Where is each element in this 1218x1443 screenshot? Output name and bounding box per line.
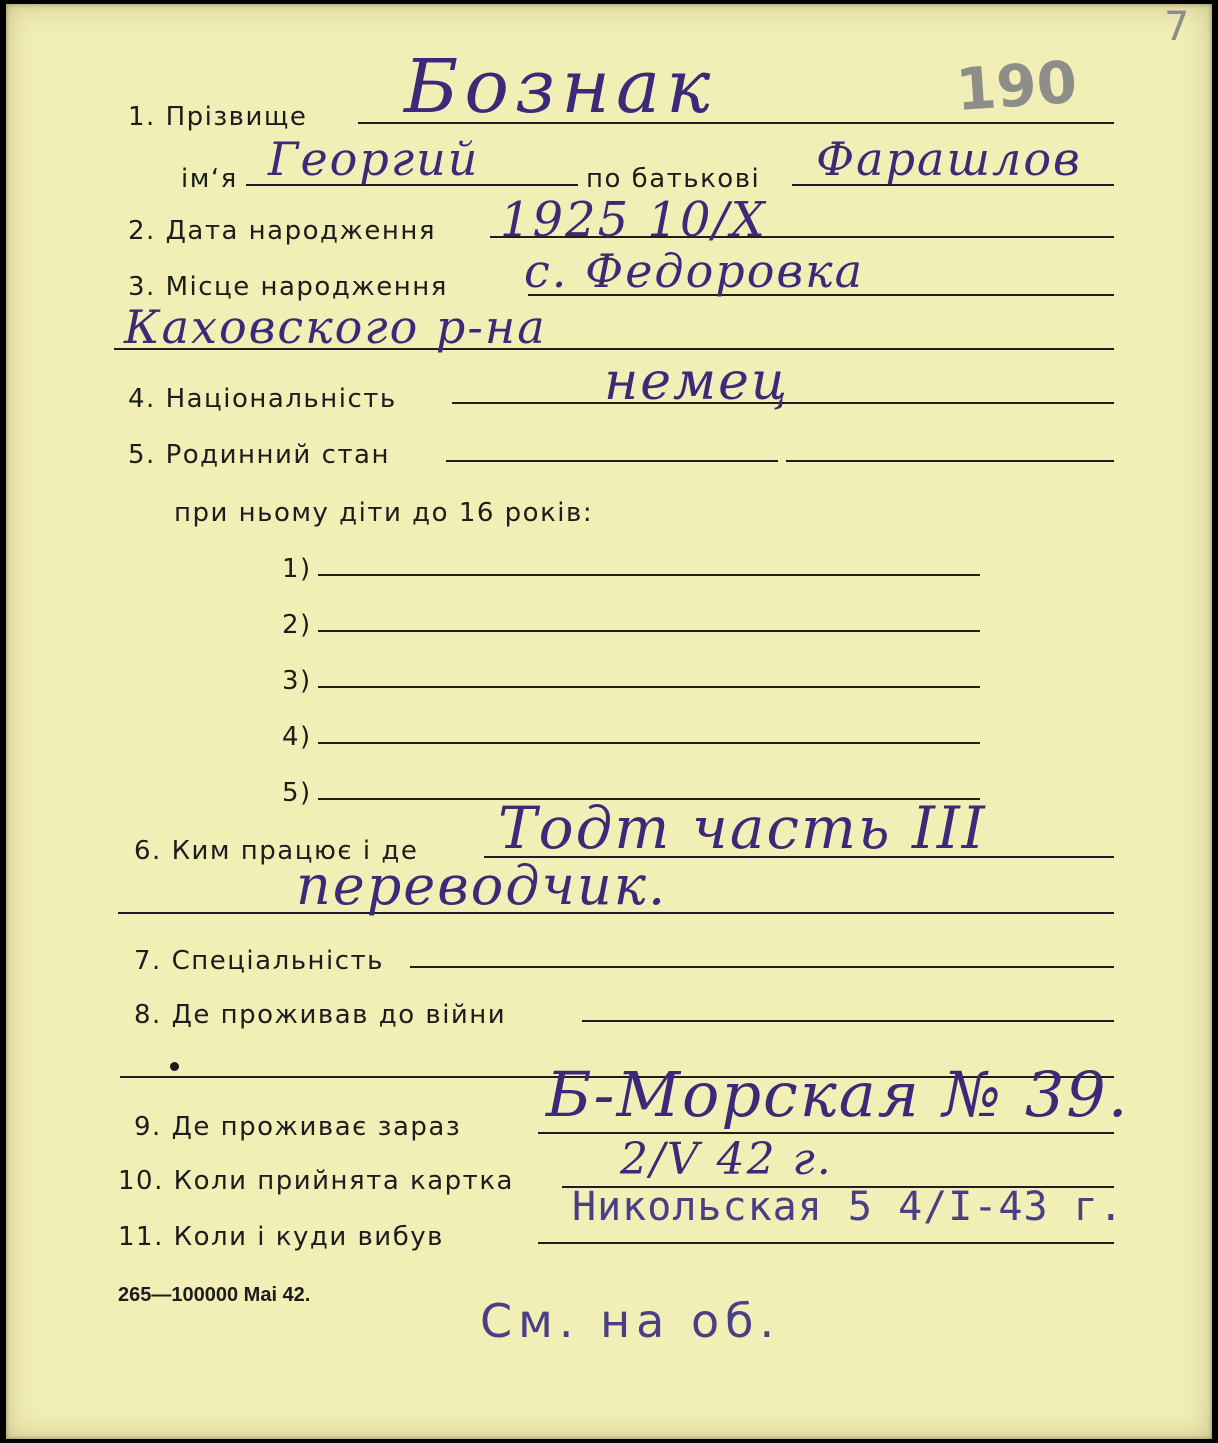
label-family-status: 5. Родинний стан [128,440,390,470]
hw-patronymic: Фарашлов [816,132,1082,186]
label-birth-place: 3. Місце народження [128,272,448,302]
child-4-label: 4) [282,722,312,752]
line-family-status-a [446,460,778,462]
label-card-date: 10. Коли прийнята картка [118,1166,514,1196]
line-specialty [410,966,1114,968]
child-1-line [318,574,980,576]
label-name: ім‘я [181,164,238,194]
child-1-label: 1) [282,554,312,584]
line-family-status-b [786,460,1114,462]
label-work: 6. Ким працює і де [134,836,419,866]
hw-nationality: немец [604,352,790,412]
child-3-line [318,686,980,688]
pencil-number: 190 [953,47,1080,125]
line-departure [538,1242,1114,1244]
hw-birth-date: 1925 10/Х [500,192,767,248]
registration-card [6,4,1212,1439]
hw-current-address: Б-Морская № 39. [546,1058,1130,1131]
hw-birth-place-2: Каховского р-на [124,300,547,354]
label-children: при ньому діти до 16 років: [174,498,594,528]
label-nationality: 4. Національність [128,384,397,414]
label-current-address: 9. Де проживає зараз [134,1112,462,1142]
hw-work-1: Тодт часть III [498,794,987,862]
line-prewar-address [582,1020,1114,1022]
child-2-label: 2) [282,610,312,640]
ink-dot [170,1062,179,1071]
hw-note: См. на об. [480,1294,781,1348]
child-5-label: 5) [282,778,312,808]
corner-mark: 7 [1164,4,1190,50]
hw-first-name: Георгий [268,132,480,186]
label-specialty: 7. Спеціальність [134,946,385,976]
label-birth-date: 2. Дата народження [128,216,437,246]
label-surname: 1. Прізвище [128,102,308,132]
hw-work-2: переводчик. [296,854,668,917]
child-3-label: 3) [282,666,312,696]
label-patronymic: по батькові [586,164,761,194]
label-departure: 11. Коли і куди вибув [118,1222,444,1252]
hw-card-date: 2/V 42 г. [620,1134,833,1185]
hw-birth-place-1: с. Федоровка [524,244,865,298]
child-4-line [318,742,980,744]
print-imprint: 265—100000 Mai 42. [118,1284,311,1306]
child-2-line [318,630,980,632]
hw-departure: Никольская 5 4/I-43 г. [572,1184,1124,1230]
label-prewar-address: 8. Де проживав до війни [134,1000,507,1030]
hw-surname: Бознак [404,44,717,130]
